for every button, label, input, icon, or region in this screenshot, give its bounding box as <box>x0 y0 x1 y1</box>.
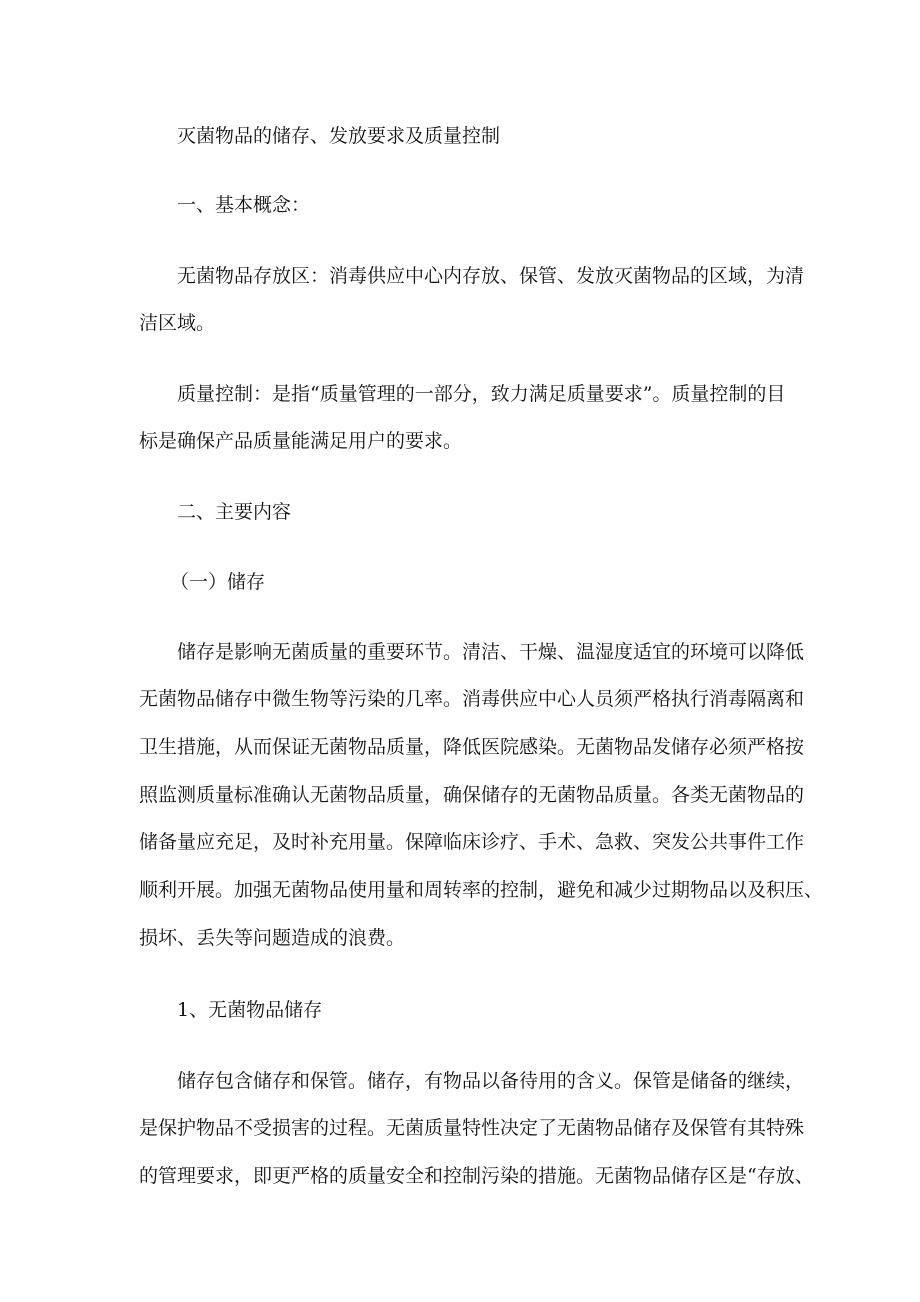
paragraph-line: 储存是影响无菌质量的重要环节。清洁、干燥、温湿度适宜的环境可以降低 <box>177 641 805 663</box>
paragraph-line: 是保护物品不受损害的过程。无菌质量特性决定了无菌物品储存及保管有其特殊 <box>139 1117 805 1139</box>
paragraph-line: 损坏、丢失等问题造成的浪费。 <box>139 927 406 949</box>
paragraph-line: 储备量应充足，及时补充用量。保障临床诊疗、手术、急救、突发公共事件工作 <box>139 831 805 853</box>
section-heading-main-content: 二、主要内容 <box>177 501 292 523</box>
paragraph-line: 标是确保产品质量能满足用户的要求。 <box>139 430 463 452</box>
paragraph-line: 无菌物品存放区：消毒供应中心内存放、保管、发放灭菌物品的区域，为清 <box>177 265 805 287</box>
paragraph-line: 顺利开展。加强无菌物品使用量和周转率的控制，避免和减少过期物品以及积压、 <box>139 879 824 901</box>
paragraph-line: 卫生措施，从而保证无菌物品质量，降低医院感染。无菌物品发储存必须严格按 <box>139 736 805 758</box>
paragraph-line: 储存包含储存和保管。储存，有物品以备待用的含义。保管是储备的继续， <box>177 1070 805 1092</box>
paragraph-line: 的管理要求，即更严格的质量安全和控制污染的措施。无菌物品储存区是“存放、 <box>139 1165 814 1187</box>
section-heading-basic-concepts: 一、基本概念： <box>177 194 311 216</box>
paragraph-line: 洁区域。 <box>139 312 216 334</box>
paragraph-line: 无菌物品储存中微生物等污染的几率。消毒供应中心人员须严格执行消毒隔离和 <box>139 688 805 710</box>
subsection-heading-storage: （一）储存 <box>170 571 266 593</box>
paragraph-line: 质量控制：是指“质量管理的一部分，致力满足质量要求”。质量控制的目 <box>177 383 786 405</box>
document-title: 灭菌物品的储存、发放要求及质量控制 <box>177 125 501 147</box>
item-heading-sterile-storage: 1、无菌物品储存 <box>177 999 323 1021</box>
paragraph-line: 照监测质量标准确认无菌物品质量，确保储存的无菌物品质量。各类无菌物品的 <box>139 784 805 806</box>
